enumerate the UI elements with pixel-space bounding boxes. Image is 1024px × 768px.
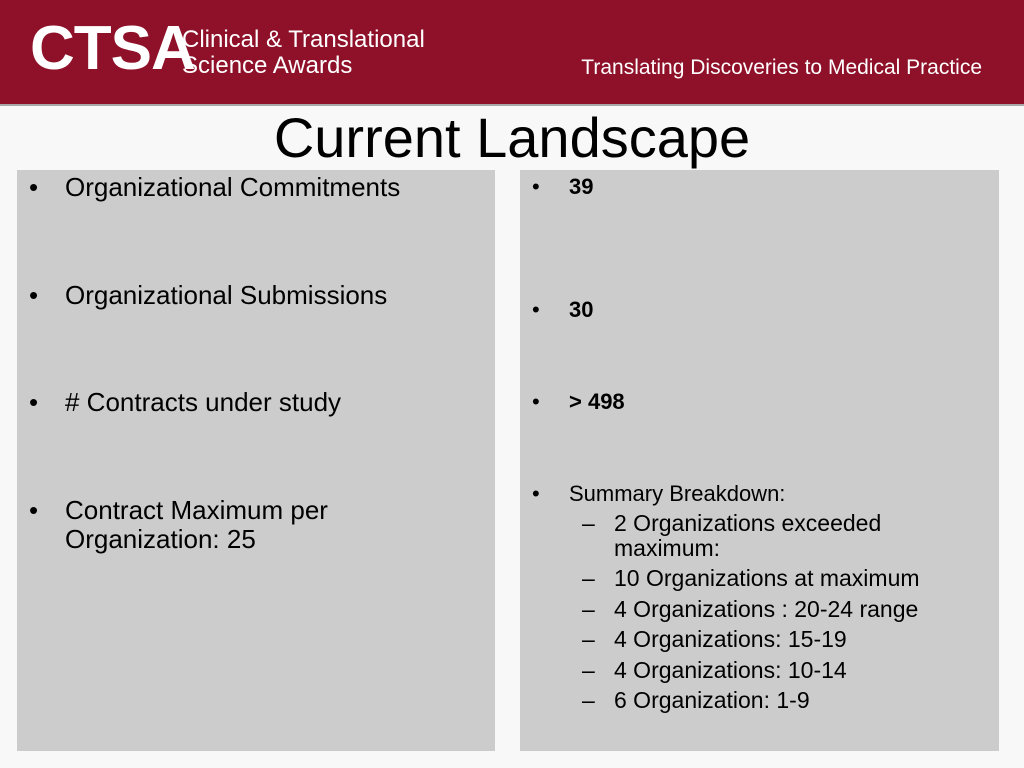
- value-label: 39: [569, 174, 594, 199]
- bullet-icon: •: [532, 389, 540, 414]
- dash-icon: –: [582, 626, 595, 652]
- subitem-label: 10 Organizations at maximum: [614, 565, 920, 591]
- left-item-label: Contract Maximum per Organization: 25: [65, 495, 328, 554]
- left-item-submissions: [29, 281, 475, 310]
- value-label: > 498: [569, 389, 625, 414]
- bullet-icon: •: [532, 297, 540, 322]
- left-item-label: Organizational Submissions: [65, 280, 388, 310]
- subitem-label: 4 Organizations: 15-19: [614, 626, 847, 652]
- right-item-contracts-value: [532, 389, 979, 414]
- dash-icon: –: [582, 596, 595, 622]
- slide-title: Current Landscape: [273, 106, 751, 169]
- ctsa-logo-text: [182, 27, 425, 79]
- summary-subitem: [582, 566, 964, 591]
- value-label: 30: [569, 297, 594, 322]
- right-item-submissions-value: [532, 297, 979, 322]
- subitem-label: 4 Organizations: 10-14: [614, 657, 847, 683]
- dash-icon: –: [582, 510, 595, 536]
- bullet-icon: •: [532, 174, 540, 199]
- subitem-label: 2 Organizations exceeded maximum:: [614, 510, 882, 561]
- right-panel: [520, 170, 999, 751]
- left-item-label: # Contracts under study: [65, 387, 342, 417]
- summary-subitem: [582, 658, 964, 683]
- dash-icon: –: [582, 565, 595, 591]
- subitem-label: 4 Organizations : 20-24 range: [614, 596, 919, 622]
- bullet-icon: •: [29, 280, 39, 310]
- dash-icon: –: [582, 657, 595, 683]
- header-banner: [0, 0, 1024, 106]
- left-item-commitments: [29, 173, 475, 202]
- ctsa-logo: CTSA: [30, 14, 195, 83]
- summary-subitem: [582, 597, 964, 622]
- dash-icon: –: [582, 687, 595, 713]
- bullet-icon: •: [29, 172, 39, 202]
- bullet-icon: •: [29, 495, 39, 525]
- left-item-contracts: [29, 388, 475, 417]
- summary-subitem: [582, 511, 924, 561]
- left-panel: [17, 170, 495, 751]
- summary-heading: Summary Breakdown:: [569, 481, 786, 506]
- subitem-label: 6 Organization: 1-9: [614, 687, 810, 713]
- logo-line-1: Clinical & Translational: [182, 26, 425, 53]
- bullet-icon: •: [532, 481, 540, 506]
- summary-subitem: [582, 627, 964, 652]
- right-item-summary: [532, 481, 979, 506]
- summary-subitem: [582, 688, 964, 713]
- left-item-maximum: [29, 496, 395, 554]
- right-item-commitments-value: [532, 174, 979, 199]
- logo-line-2: Science Awards: [182, 52, 353, 79]
- tagline: Translating Discoveries to Medical Practice: [581, 56, 982, 79]
- left-item-label: Organizational Commitments: [65, 172, 401, 202]
- bullet-icon: •: [29, 387, 39, 417]
